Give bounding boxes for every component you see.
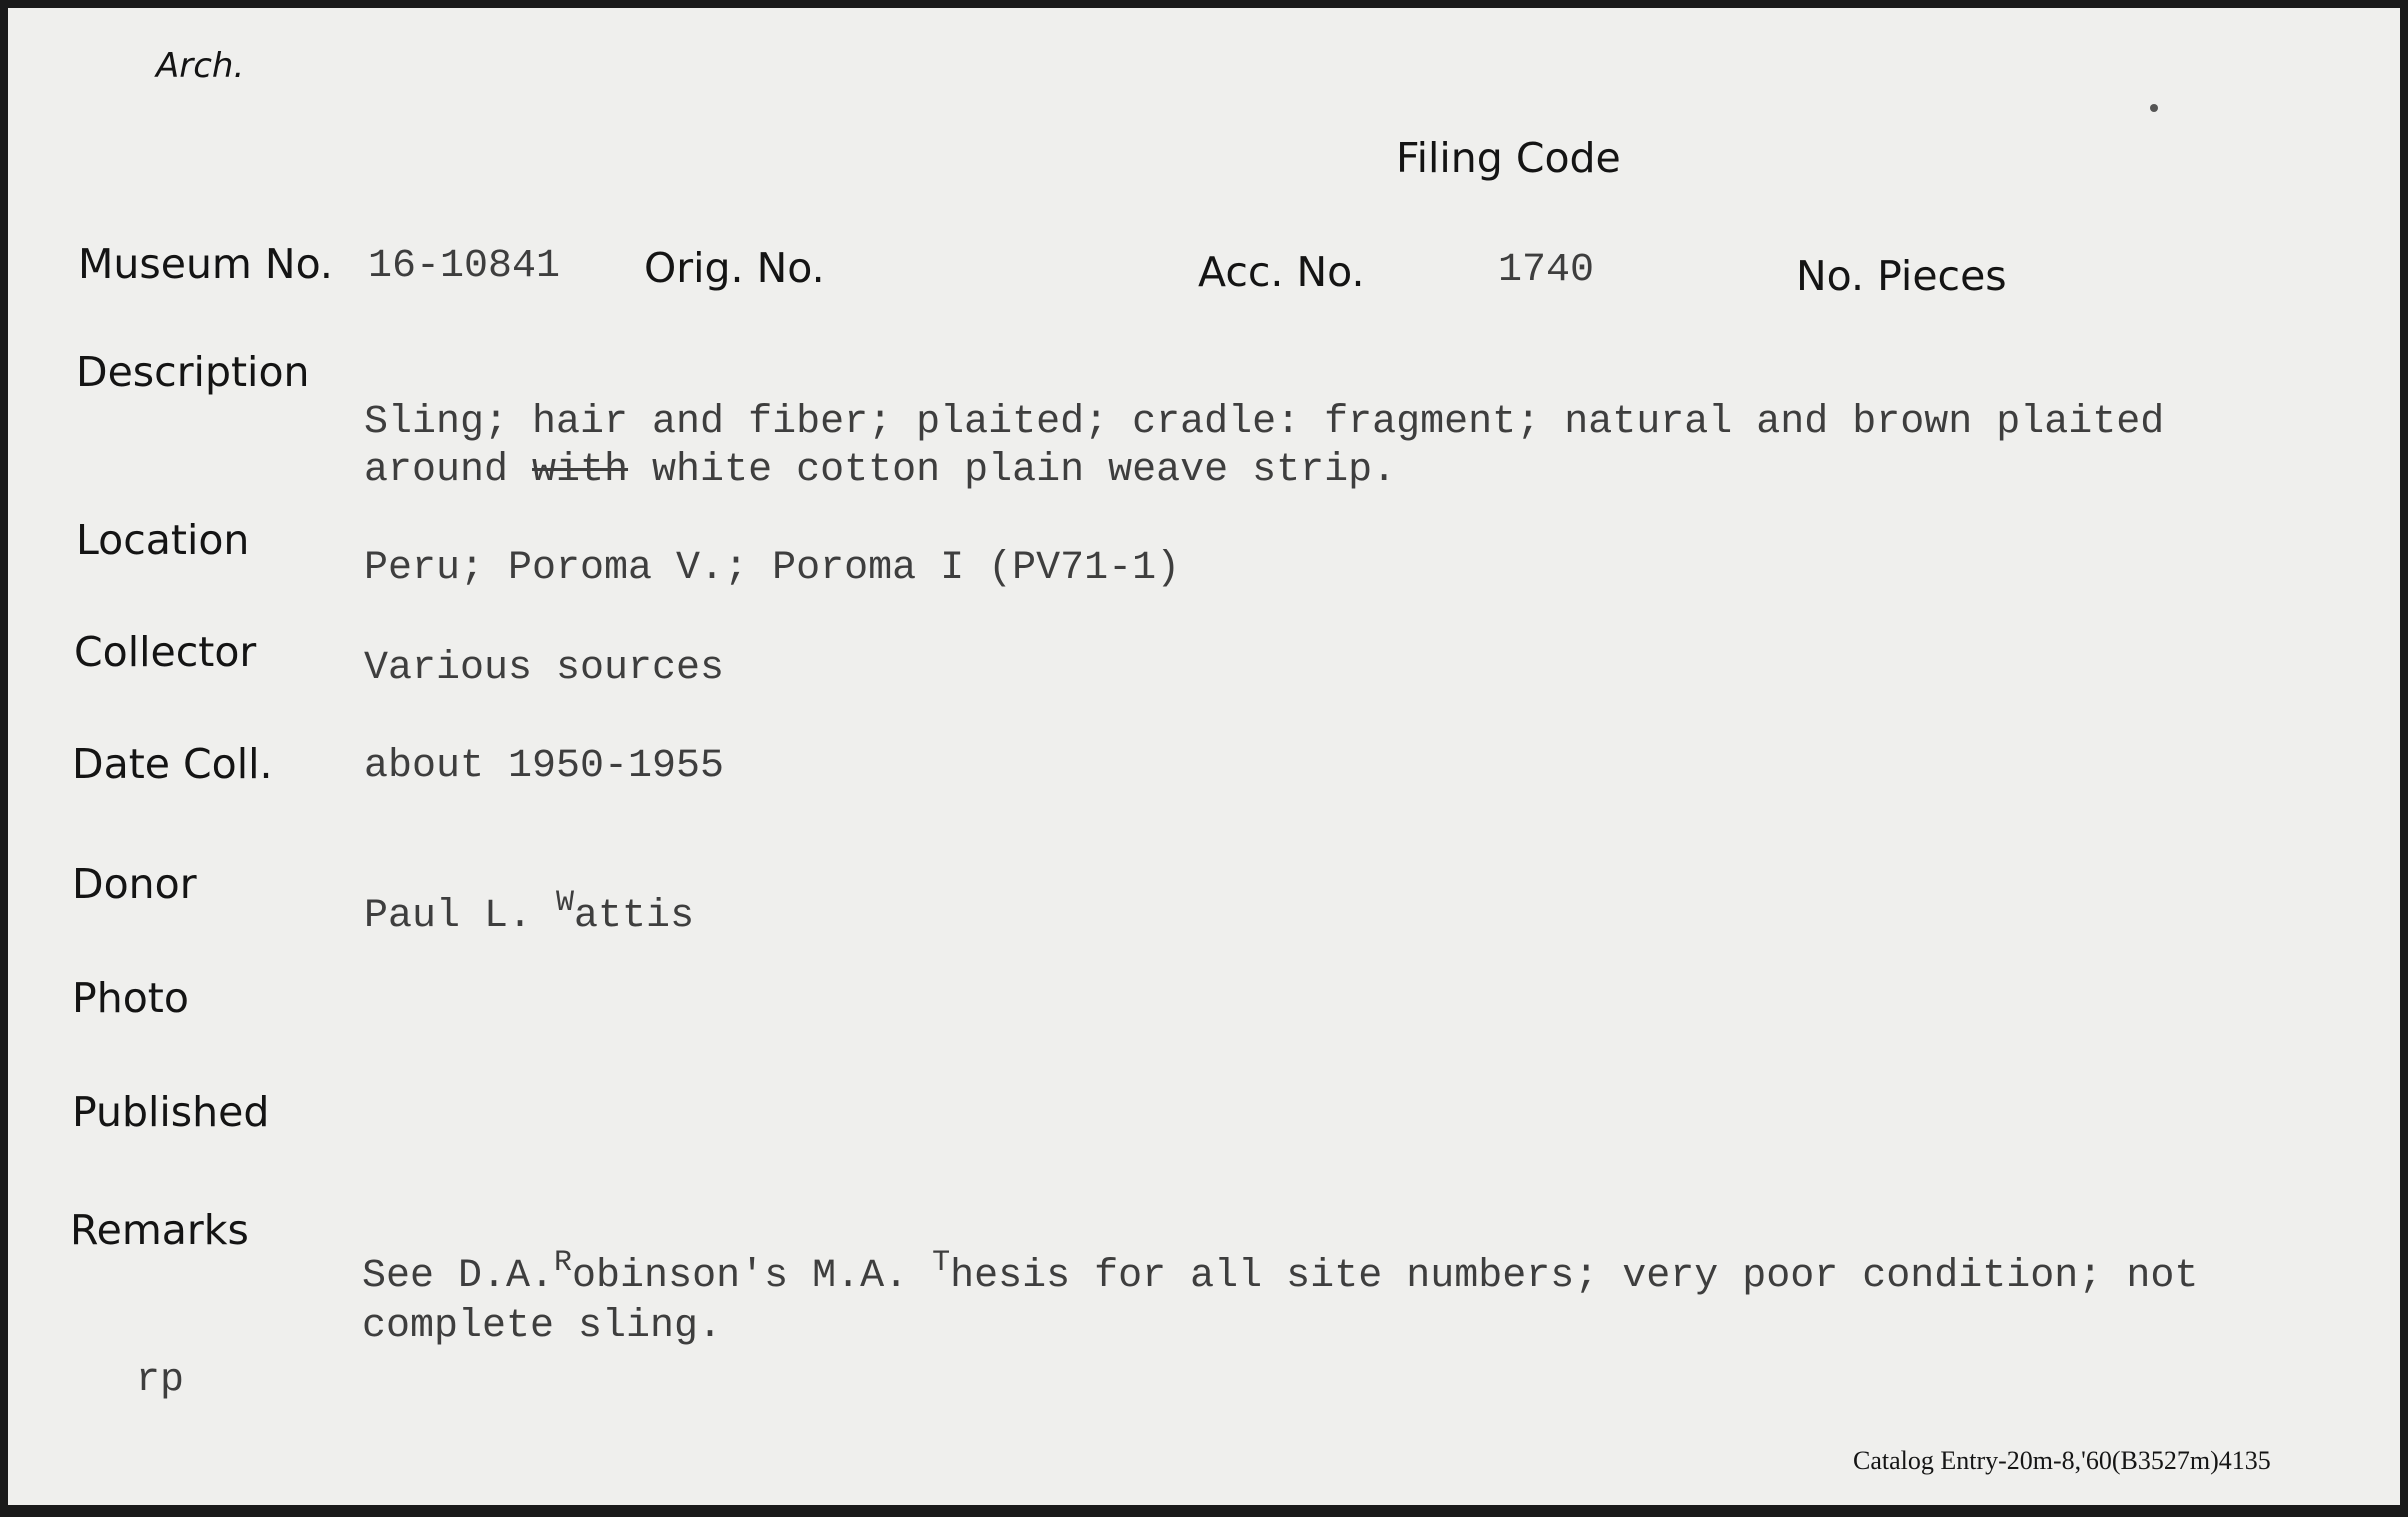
remarks-line-2: complete sling. xyxy=(362,1304,723,1349)
published-label: Published xyxy=(72,1088,270,1136)
description-line-1: Sling; hair and fiber; plaited; cradle: fragment; natural and brown plaited xyxy=(364,400,2165,445)
donor-value: Paul L. $^W$attis xyxy=(364,886,695,939)
date-coll-value: about 1950-1955 xyxy=(364,744,725,789)
description-line-2: around with white cotton plain weave strip. xyxy=(364,448,1397,493)
catalog-card xyxy=(8,8,2400,1505)
catalog-entry-footer: Catalog Entry-20m-8,'60(B3527m)4135 xyxy=(1853,1446,2271,1475)
remarks-label: Remarks xyxy=(70,1206,249,1254)
location-label: Location xyxy=(76,516,250,564)
description-label: Description xyxy=(76,348,310,396)
acc-no-label: Acc. No. xyxy=(1198,248,1365,296)
speck-mark xyxy=(2150,104,2158,112)
remarks-line-1: See D.A.$^R$obinson's M.A. $^T$hesis for all site numbers; very poor condition; not xyxy=(362,1246,2199,1299)
struck-word: with xyxy=(532,448,629,493)
filing-code-label: Filing Code xyxy=(1396,134,1621,182)
acc-no-value: 1740 xyxy=(1498,248,1595,293)
donor-label: Donor xyxy=(72,860,197,908)
orig-no-label: Orig. No. xyxy=(644,244,825,292)
department-note: Arch. xyxy=(156,46,245,86)
museum-no-label: Museum No. xyxy=(78,240,333,288)
collector-value: Various sources xyxy=(364,646,725,691)
photo-label: Photo xyxy=(72,974,189,1022)
museum-no-value: 16-10841 xyxy=(368,244,561,289)
location-value: Peru; Poroma V.; Poroma I (PV71-1) xyxy=(364,546,1181,591)
date-coll-label: Date Coll. xyxy=(72,740,273,788)
collector-label: Collector xyxy=(74,628,257,676)
recorder-initials: rp xyxy=(136,1358,185,1403)
no-pieces-label: No. Pieces xyxy=(1796,252,2007,300)
